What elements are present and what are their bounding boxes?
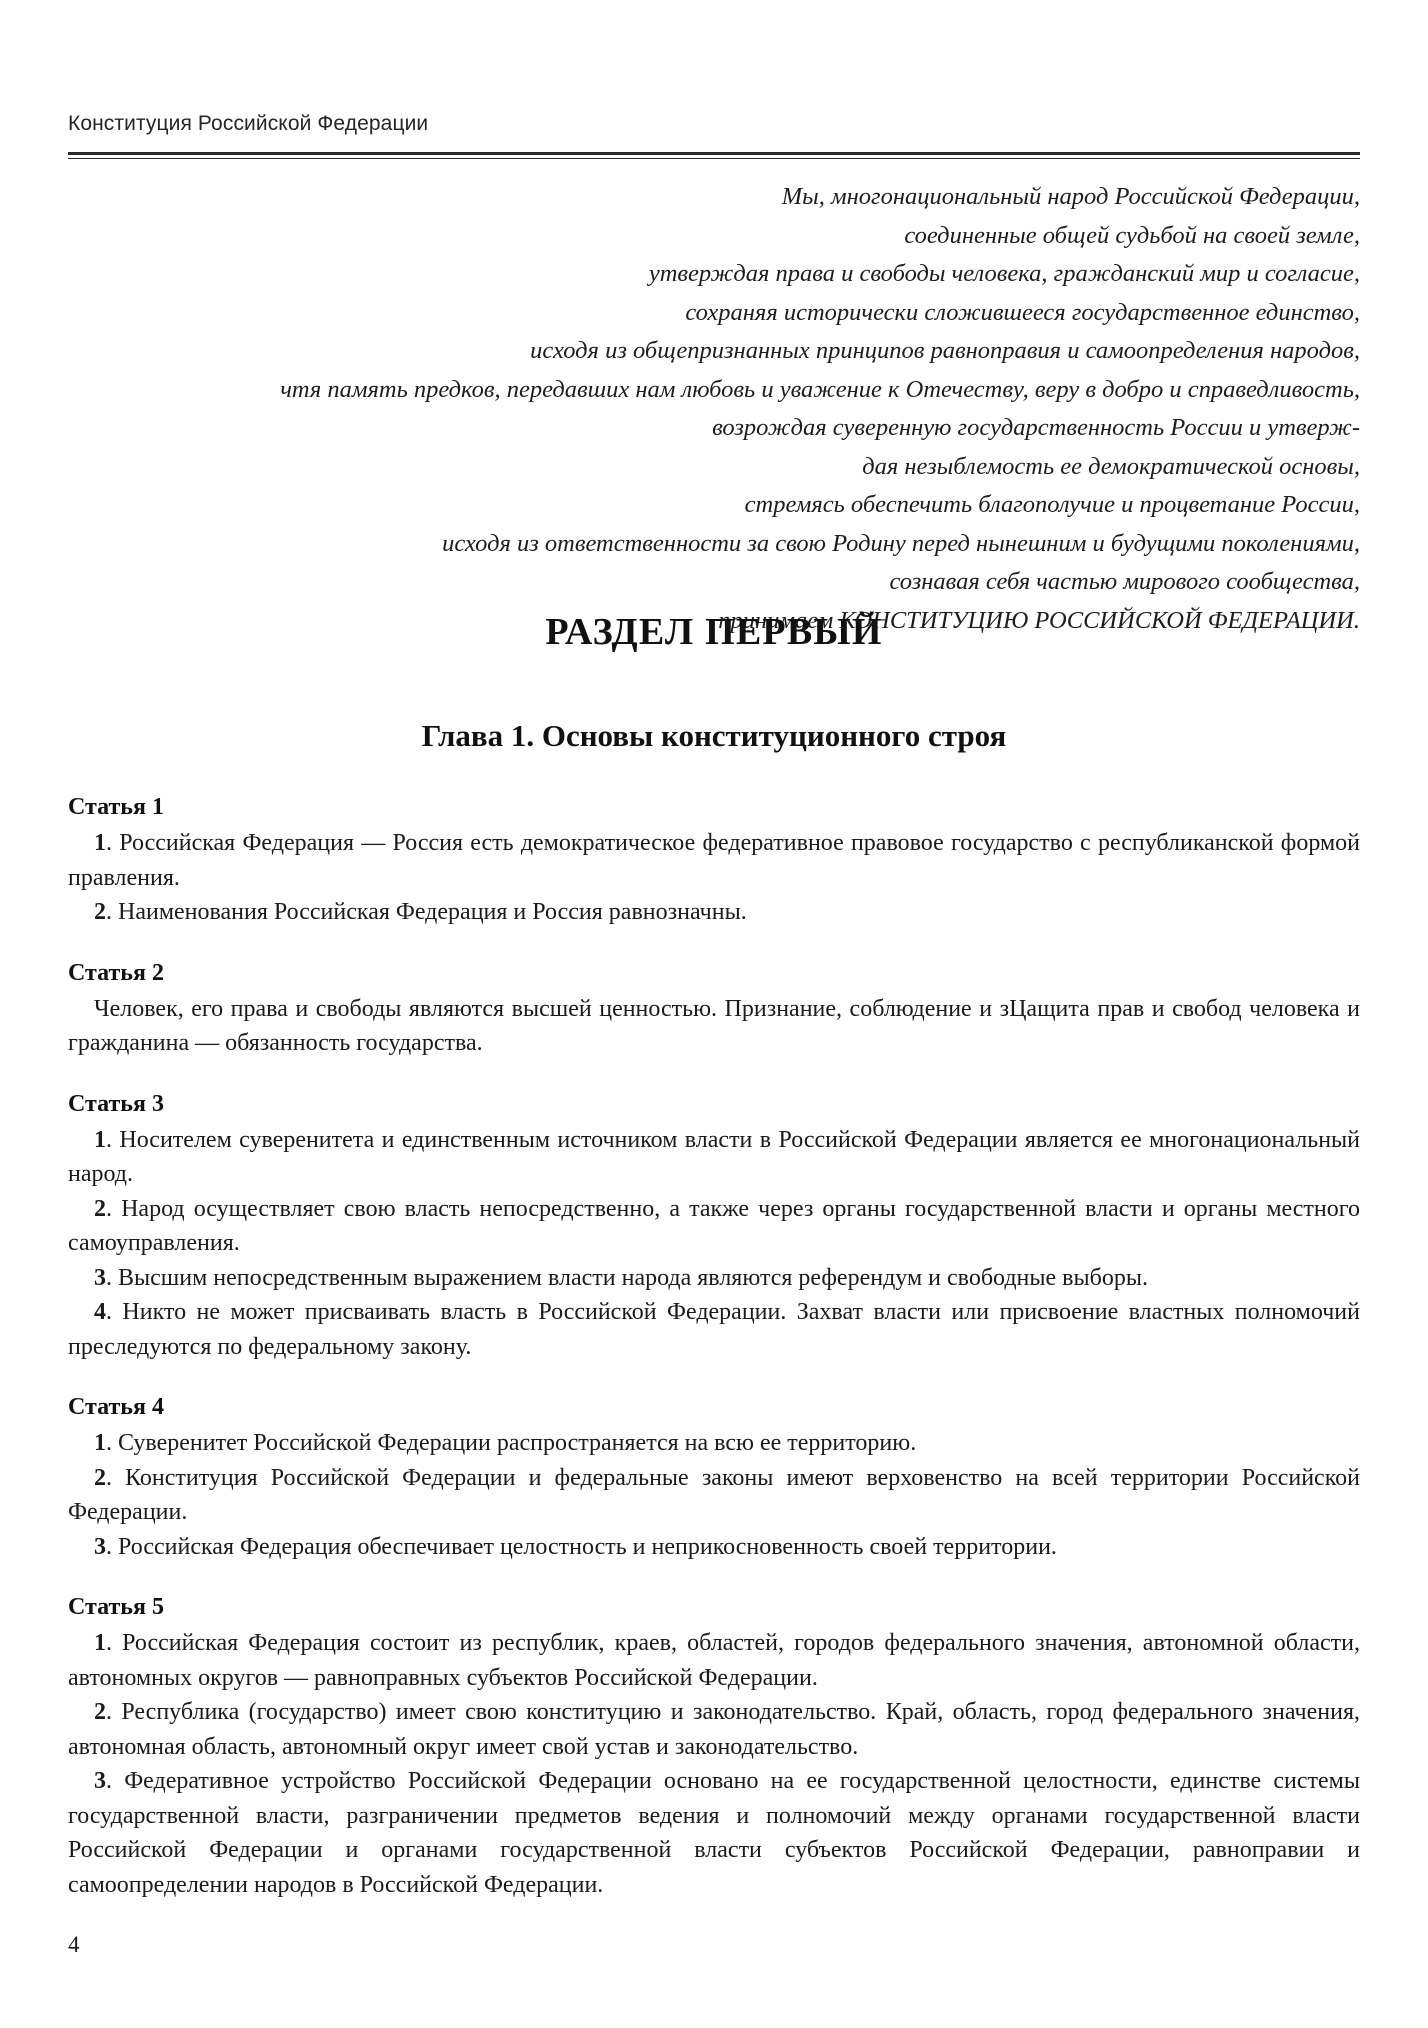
paragraph-number: 2 bbox=[94, 1195, 106, 1222]
article-paragraph bbox=[68, 1295, 1360, 1364]
preamble-line: исходя из общепризнанных принципов равноправия и самоопределения народов, bbox=[530, 337, 1360, 364]
article bbox=[68, 956, 1360, 1061]
article-heading: Статья 1 bbox=[68, 794, 164, 820]
preamble bbox=[68, 178, 1360, 640]
article-paragraph bbox=[68, 1192, 1360, 1261]
paragraph-number: 3 bbox=[94, 1264, 106, 1291]
paragraph-text: . Республика (государство) имеет свою конституцию и законодательство. Край, область, город федерального значения, автономная область, автономный округ имеет свой устав и законодательство. bbox=[68, 1699, 1360, 1760]
paragraph-text: . Российская Федерация состоит из республик, краев, областей, городов федерального значения, автономной области, автономных округов — равноправных субъектов Российской Федерации. bbox=[68, 1630, 1360, 1691]
paragraph-text: . Российская Федерация обеспечивает целостность и неприкосновенность своей территории. bbox=[106, 1533, 1057, 1560]
page-number: 4 bbox=[68, 1932, 80, 1957]
article-heading: Статья 5 bbox=[68, 1594, 164, 1620]
paragraph-text: . Суверенитет Российской Федерации распространяется на всю ее территорию. bbox=[106, 1430, 917, 1456]
preamble-line: Мы, многонациональный народ Российской Федерации, bbox=[781, 183, 1360, 210]
article-heading: Статья 2 bbox=[68, 959, 164, 986]
section-title: РАЗДЕЛ ПЕРВЫЙ bbox=[545, 611, 883, 653]
article-paragraph bbox=[68, 1695, 1360, 1764]
article-paragraph bbox=[68, 1123, 1360, 1192]
paragraph-number: 1 bbox=[94, 830, 106, 856]
article-paragraph bbox=[68, 1626, 1360, 1695]
paragraph-number: 2 bbox=[94, 899, 106, 925]
article bbox=[68, 1087, 1360, 1365]
paragraph-text: . Носителем суверенитета и единственным источником власти в Российской Федерации является ее многонациональный народ. bbox=[68, 1126, 1360, 1187]
paragraph-number: 4 bbox=[94, 1299, 106, 1325]
preamble-line: сохраняя исторически сложившееся государственное единство, bbox=[685, 298, 1360, 326]
paragraph-text: . Федеративное устройство Российской Федерации основано на ее государственной целостности, единстве системы государственной власти, разграничении предметов ведения и полномочий между органами государственной власти Российской Федерации и органами государственной власти субъектов Российской Федерации, равноправии и самоопределении народов в Российской Федерации. bbox=[68, 1768, 1360, 1898]
running-header: Конституция Российской Федерации bbox=[68, 112, 429, 135]
paragraph-text: . Никто не может присваивать власть в Российской Федерации. Захват власти или присвоение властных полномочий преследуются по федеральному закону. bbox=[68, 1299, 1360, 1360]
preamble-line: возрождая суверенную государственность России и утверж- bbox=[712, 414, 1360, 441]
chapter-title: Глава 1. Основы конституционного строя bbox=[421, 718, 1007, 753]
preamble-line: исходя из ответственности за свою Родину перед нынешним и будущими поколениями, bbox=[442, 529, 1360, 557]
paragraph-number: 2 bbox=[94, 1464, 106, 1491]
article-paragraph bbox=[68, 895, 1360, 930]
article-paragraph bbox=[68, 1764, 1360, 1902]
paragraph-number: 3 bbox=[94, 1533, 106, 1560]
paragraph-number: 1 bbox=[94, 1126, 106, 1153]
preamble-line: соединенные общей судьбой на своей земле, bbox=[904, 221, 1360, 249]
article-paragraph bbox=[68, 1530, 1360, 1565]
paragraph-number: 1 bbox=[94, 1430, 106, 1456]
article bbox=[68, 790, 1360, 930]
articles-container bbox=[68, 790, 1360, 1928]
article-heading: Статья 4 bbox=[68, 1394, 164, 1420]
article-paragraph bbox=[68, 1261, 1360, 1296]
article bbox=[68, 1590, 1360, 1902]
article-paragraph bbox=[68, 826, 1360, 895]
preamble-line: сознавая себя частью мирового сообщества, bbox=[889, 568, 1360, 595]
article bbox=[68, 1390, 1360, 1564]
preamble-line: стремясь обеспечить благополучие и процветание России, bbox=[744, 491, 1360, 518]
article-paragraph bbox=[68, 992, 1360, 1061]
preamble-line: чтя память предков, передавших нам любовь и уважение к Отечеству, веру в добро и справедливость, bbox=[280, 375, 1360, 403]
page-content bbox=[68, 0, 1360, 2028]
article-paragraph bbox=[68, 1461, 1360, 1530]
paragraph-text: . Наименования Российская Федерация и Россия равнозначны. bbox=[106, 899, 747, 925]
preamble-line: принимаем КОНСТИТУЦИЮ РОССИЙСКОЙ ФЕДЕРАЦИИ. bbox=[718, 606, 1360, 634]
paragraph-number: 2 bbox=[94, 1699, 106, 1725]
paragraph-number: 3 bbox=[94, 1768, 106, 1794]
paragraph-text: . Народ осуществляет свою власть непосредственно, а также через органы государственной власти и органы местного самоуправления. bbox=[68, 1195, 1360, 1256]
preamble-line: дая незыблемость ее демократической основы, bbox=[862, 452, 1360, 480]
header-rule bbox=[68, 152, 1360, 159]
paragraph-text: . Высшим непосредственным выражением власти народа являются референдум и свободные выборы. bbox=[106, 1264, 1148, 1291]
article-heading: Статья 3 bbox=[68, 1090, 164, 1117]
article-paragraph bbox=[68, 1426, 1360, 1461]
preamble-line: утверждая права и свободы человека, гражданский мир и согласие, bbox=[648, 260, 1360, 287]
paragraph-text: Человек, его права и свободы являются высшей ценностью. Признание, соблюдение и зЦащита прав и свобод человека и гражданина — обязанность государства. bbox=[68, 995, 1360, 1056]
paragraph-text: . Российская Федерация — Россия есть демократическое федеративное правовое государство с республиканской формой правления. bbox=[68, 830, 1360, 891]
paragraph-number: 1 bbox=[94, 1630, 106, 1656]
paragraph-text: . Конституция Российской Федерации и федеральные законы имеют верховенство на всей территории Российской Федерации. bbox=[68, 1464, 1360, 1525]
